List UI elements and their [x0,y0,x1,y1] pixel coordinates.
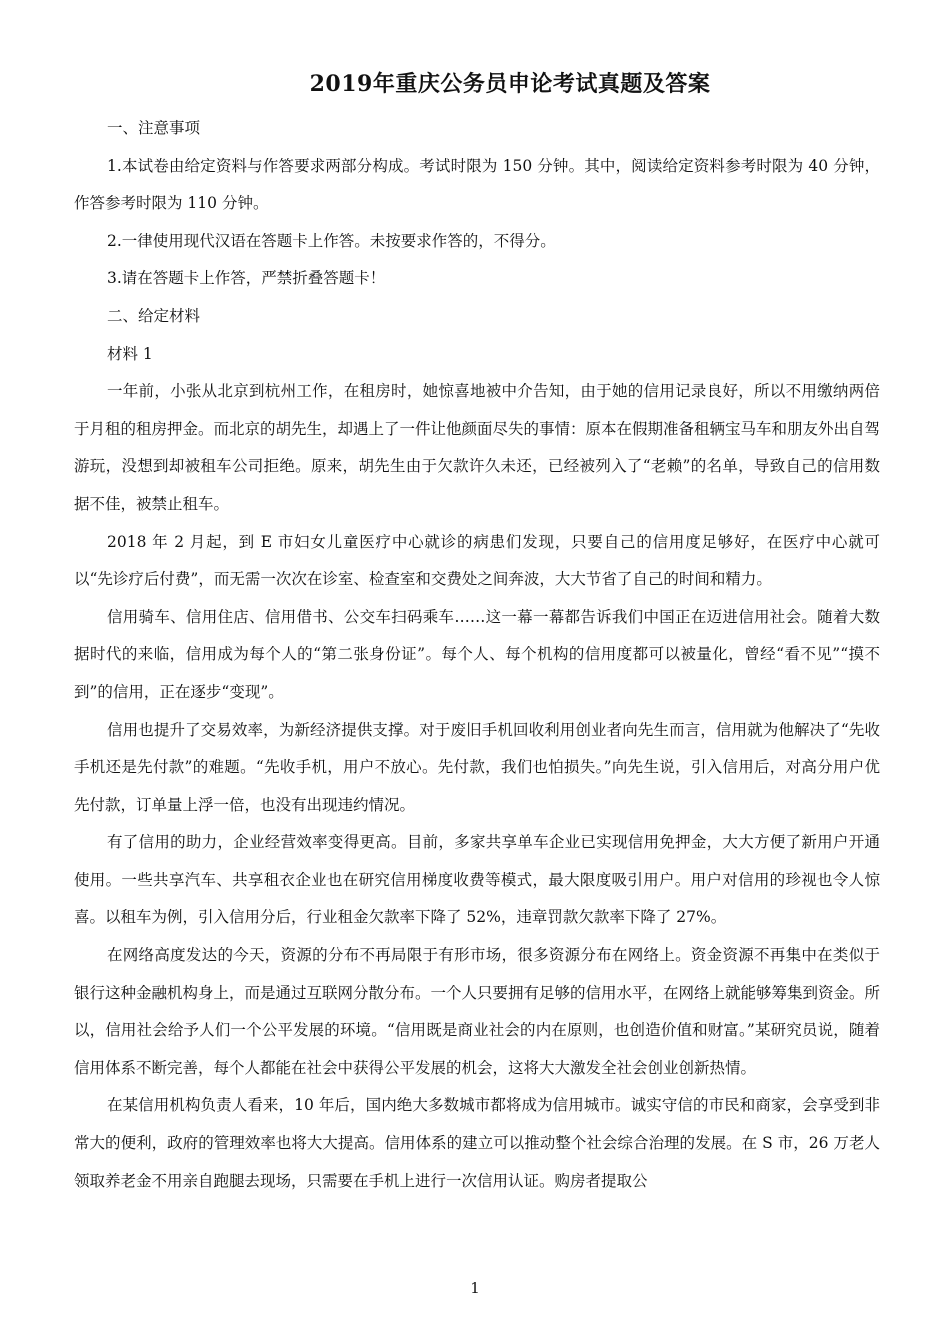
document-body [74,110,880,1200]
note-item-1: 1.本试卷由给定资料与作答要求两部分构成。考试时限为 150 分钟。其中，阅读给定资料参考时限为 40 分钟，作答参考时限为 110 分钟。 [74,156,880,213]
section-heading-notes: 一、注意事项 [107,119,201,137]
body-paragraph: 一年前，小张从北京到杭州工作，在租房时，她惊喜地被中介告知，由于她的信用记录良好，所以不用缴纳两倍于月租的租房押金。而北京的胡先生，却遇上了一件让他颜面尽失的事情：原本在假期准备租辆宝马车和朋友外出自驾游玩，没想到却被租车公司拒绝。原来，胡先生由于欠款许久未还，已经被列入了“老赖”的名单，导致自己的信用数据不佳，被禁止租车。 [74,382,881,513]
page-number: 1 [470,1279,480,1297]
material-heading: 材料 1 [107,344,153,363]
body-paragraph: 信用也提升了交易效率，为新经济提供支撑。对于废旧手机回收利用创业者向先生而言，信用就为他解决了“先收手机还是先付款”的难题。“先收手机，用户不放心。先付款，我们也怕损失。”向先生说，引入信用后，对高分用户优先付款，订单量上浮一倍，也没有出现违约情况。 [74,720,880,814]
body-paragraph: 在某信用机构负责人看来，10 年后，国内绝大多数城市都将成为信用城市。诚实守信的市民和商家，会享受到非常大的便利，政府的管理效率也将大大提高。信用体系的建立可以推动整个社会综合治理的发展。在 S 市，26 万老人领取养老金不用亲自跑腿去现场，只需要在手机上进行一次信用认证。购房者提取公 [74,1096,880,1190]
body-paragraph: 2018 年 2 月起，到 E 市妇女儿童医疗中心就诊的病患们发现，只要自己的信用度足够好，在医疗中心就可以“先诊疗后付费”，而无需一次次在诊室、检查室和交费处之间奔波，大大节省了自己的时间和精力。 [74,532,880,589]
section-heading-materials: 二、给定材料 [107,306,201,325]
body-paragraph: 有了信用的助力，企业经营效率变得更高。目前，多家共享单车企业已实现信用免押金，大大方便了新用户开通使用。一些共享汽车、共享租衣企业也在研究信用梯度收费等模式，最大限度吸引用户。用户对信用的珍视也令人惊喜。以租车为例，引入信用分后，行业租金欠款率下降了 52%，违章罚款欠款率下降了 27%。 [74,833,880,927]
body-paragraph: 在网络高度发达的今天，资源的分布不再局限于有形市场，很多资源分布在网络上。资金资源不再集中在类似于银行这种金融机构身上，而是通过互联网分散分布。一个人只要拥有足够的信用水平，在网络上就能够筹集到资金。所以，信用社会给予人们一个公平发展的环境。“信用既是商业社会的内在原则，也创造价值和财富。”某研究员说，随着信用体系不断完善，每个人都能在社会中获得公平发展的机会，这将大大激发全社会创业创新热情。 [74,946,881,1077]
body-paragraph: 信用骑车、信用住店、信用借书、公交车扫码乘车……这一幕一幕都告诉我们中国正在迈进信用社会。随着大数据时代的来临，信用成为每个人的“第二张身份证”。每个人、每个机构的信用度都可以被量化，曾经“看不见”“摸不到”的信用，正在逐步“变现”。 [74,607,880,701]
note-item-3: 3.请在答题卡上作答，严禁折叠答题卡！ [107,269,386,288]
note-item-2: 2.一律使用现代汉语在答题卡上作答。未按要求作答的，不得分。 [107,231,556,250]
document-title: 2019年重庆公务员申论考试真题及答案 [309,71,711,97]
